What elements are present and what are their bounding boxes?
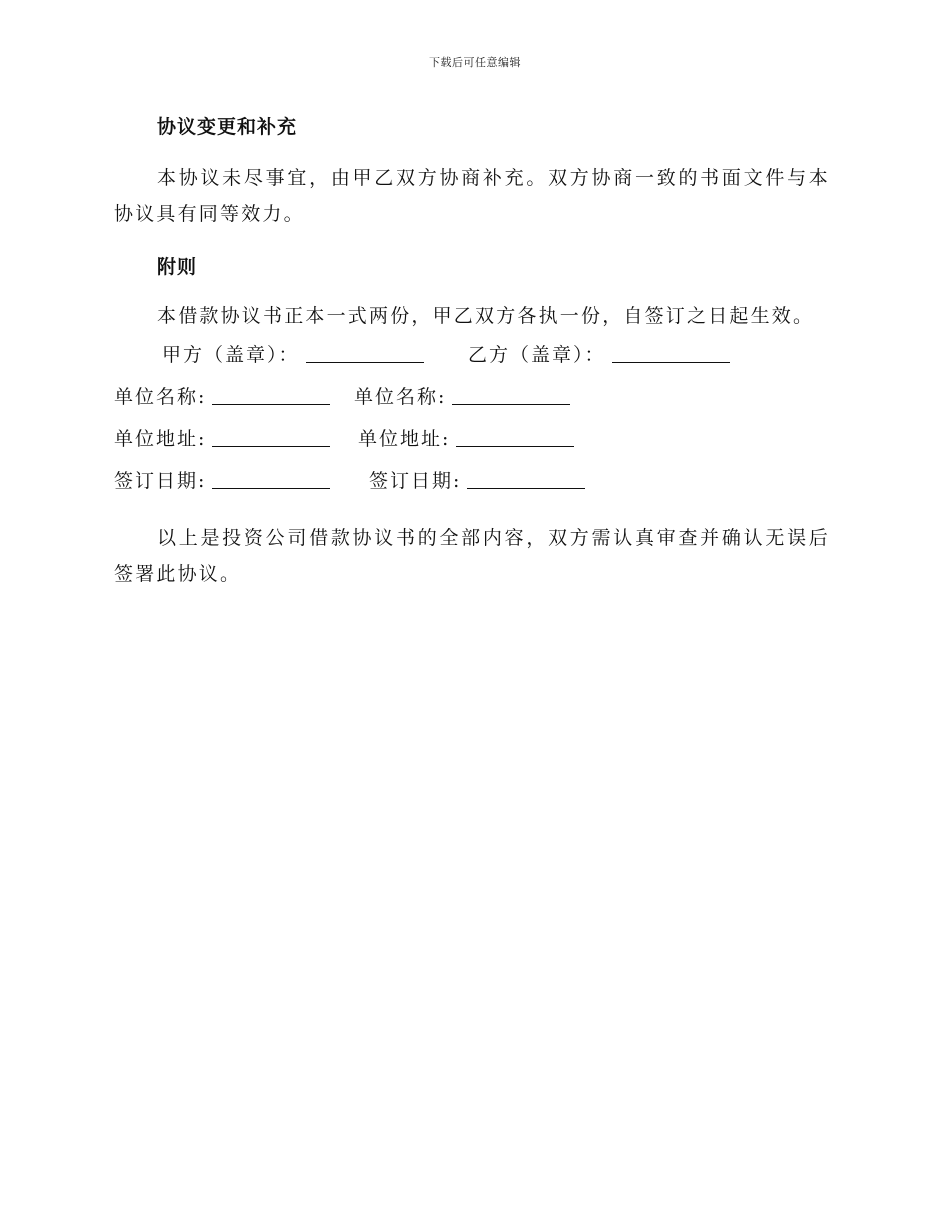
unit-address-b-field (358, 424, 574, 454)
document-body (114, 112, 830, 592)
unit-address-b-label: 单位地址: (358, 428, 451, 450)
party-a-label: 甲方（盖章）： (162, 344, 300, 366)
sign-date-b-field (369, 466, 585, 496)
header-note: 下载后可任意编辑 (429, 56, 521, 69)
party-b-label: 乙方（盖章）： (468, 344, 606, 366)
sign-date-b-blank-line[interactable] (467, 466, 585, 489)
unit-address-a-label: 单位地址: (114, 428, 207, 450)
sign-date-a-blank-line[interactable] (212, 466, 330, 489)
signature-row-unit-address (114, 424, 830, 466)
unit-address-b-blank-line[interactable] (456, 424, 574, 447)
signature-block (114, 340, 830, 508)
section-heading-amendment: 协议变更和补充 (157, 116, 298, 138)
unit-name-b-field (354, 382, 570, 412)
section-body-appendix: 本借款协议书正本一式两份，甲乙双方各执一份，自签订之日起生效。 (157, 305, 815, 327)
party-a-field (162, 340, 424, 370)
party-b-blank-line[interactable] (612, 340, 730, 363)
signature-row-sign-date (114, 466, 830, 508)
sign-date-b-label: 签订日期: (369, 470, 462, 492)
signature-row-unit-name (114, 382, 830, 424)
unit-name-b-label: 单位名称: (354, 386, 447, 408)
sign-date-a-field (114, 466, 330, 496)
signature-row-party (114, 340, 830, 382)
unit-name-a-label: 单位名称: (114, 386, 207, 408)
unit-name-a-blank-line[interactable] (212, 382, 330, 405)
party-a-blank-line[interactable] (306, 340, 424, 363)
closing-paragraph: 以上是投资公司借款协议书的全部内容，双方需认真审查并确认无误后签署此协议。 (114, 527, 830, 585)
section-heading-appendix: 附则 (157, 256, 198, 278)
unit-address-a-blank-line[interactable] (212, 424, 330, 447)
unit-address-a-field (114, 424, 330, 454)
section-body-amendment: 本协议未尽事宜，由甲乙双方协商补充。双方协商一致的书面文件与本协议具有同等效力。 (114, 167, 830, 225)
party-b-field (468, 340, 730, 370)
unit-name-b-blank-line[interactable] (452, 382, 570, 405)
sign-date-a-label: 签订日期: (114, 470, 207, 492)
unit-name-a-field (114, 382, 330, 412)
